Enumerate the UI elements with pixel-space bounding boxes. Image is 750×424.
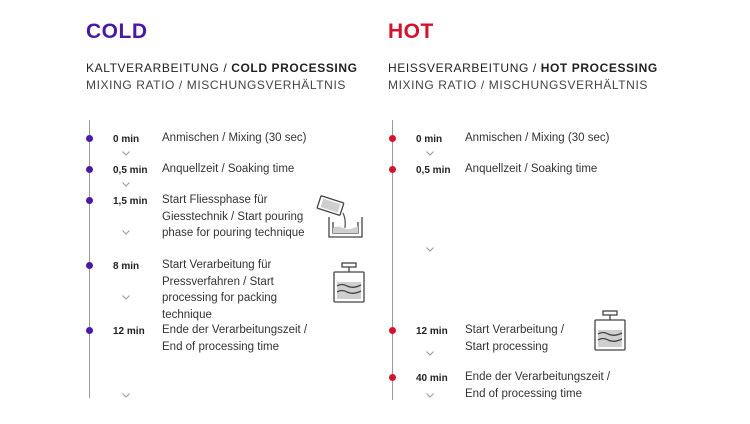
- chevron-down-icon: [122, 295, 132, 303]
- chevron-down-icon: [122, 182, 132, 190]
- hot-timeline-dot: [389, 166, 396, 173]
- hot-timeline-dot: [389, 374, 396, 381]
- cold-step-desc: Anmischen / Mixing (30 sec): [162, 132, 307, 144]
- cold-subtitle: [86, 61, 358, 75]
- cold-timeline-line: [89, 120, 90, 398]
- cold-mixing-ratio: MIXING RATIO / MISCHUNGSVERHÄLTNIS: [86, 78, 346, 92]
- cold-step-time: 12 min: [113, 326, 145, 337]
- hot-timeline-dot: [389, 327, 396, 334]
- hot-mixing-ratio: MIXING RATIO / MISCHUNGSVERHÄLTNIS: [388, 78, 648, 92]
- chevron-down-icon: [426, 351, 436, 359]
- press-flask-icon: [594, 310, 626, 357]
- chevron-down-icon: [122, 230, 132, 238]
- hot-step-desc: Start Verarbeitung / Start processing: [465, 324, 565, 353]
- hot-step-desc: Ende der Verarbeitungszeit / End of processing time: [465, 371, 611, 400]
- chevron-down-icon: [122, 393, 132, 401]
- cold-subtitle-sep: /: [219, 61, 232, 75]
- cold-step-desc: Start Verarbeitung für Pressverfahren / Start processing for packing technique: [162, 259, 278, 321]
- chevron-down-icon: [426, 247, 436, 255]
- cold-timeline-dot: [86, 262, 93, 269]
- cold-step-time: 8 min: [113, 261, 140, 272]
- cold-subtitle-de: KALTVERARBEITUNG: [86, 61, 220, 75]
- cold-step-desc: Ende der Verarbeitungszeit / End of processing time: [162, 324, 308, 353]
- hot-step-time: 0,5 min: [416, 165, 451, 176]
- cold-subtitle-en: COLD PROCESSING: [231, 61, 358, 75]
- hot-step-time: 0 min: [416, 134, 443, 145]
- cold-title: COLD: [86, 20, 148, 43]
- hot-step-time: 12 min: [416, 326, 448, 337]
- hot-title: HOT: [388, 20, 434, 43]
- press-flask-icon: [333, 262, 365, 309]
- cold-timeline-dot: [86, 197, 93, 204]
- chevron-down-icon: [122, 151, 132, 159]
- hot-subtitle: [388, 61, 658, 75]
- hot-timeline-dot: [389, 135, 396, 142]
- hot-subtitle-de: HEISSVERARBEITUNG: [388, 61, 529, 75]
- hot-column: [375, 0, 750, 424]
- hot-step-desc: Anquellzeit / Soaking time: [465, 163, 598, 175]
- chevron-down-icon: [426, 151, 436, 159]
- hot-subtitle-sep: /: [528, 61, 541, 75]
- cold-step-desc: Start Fliessphase für Giesstechnik / Start pouring phase for pouring technique: [162, 194, 305, 239]
- cold-step-desc: Anquellzeit / Soaking time: [162, 163, 295, 175]
- hot-step-desc: Anmischen / Mixing (30 sec): [465, 132, 610, 144]
- cold-timeline-dot: [86, 135, 93, 142]
- cold-step-time: 0,5 min: [113, 165, 148, 176]
- chevron-down-icon: [426, 393, 436, 401]
- cold-step-time: 0 min: [113, 134, 140, 145]
- cold-step-time: 1,5 min: [113, 196, 148, 207]
- cold-timeline-dot: [86, 166, 93, 173]
- pouring-cup-icon: [316, 195, 364, 245]
- cold-timeline-dot: [86, 327, 93, 334]
- hot-step-time: 40 min: [416, 373, 448, 384]
- hot-timeline-line: [392, 120, 393, 400]
- hot-subtitle-en: HOT PROCESSING: [540, 61, 658, 75]
